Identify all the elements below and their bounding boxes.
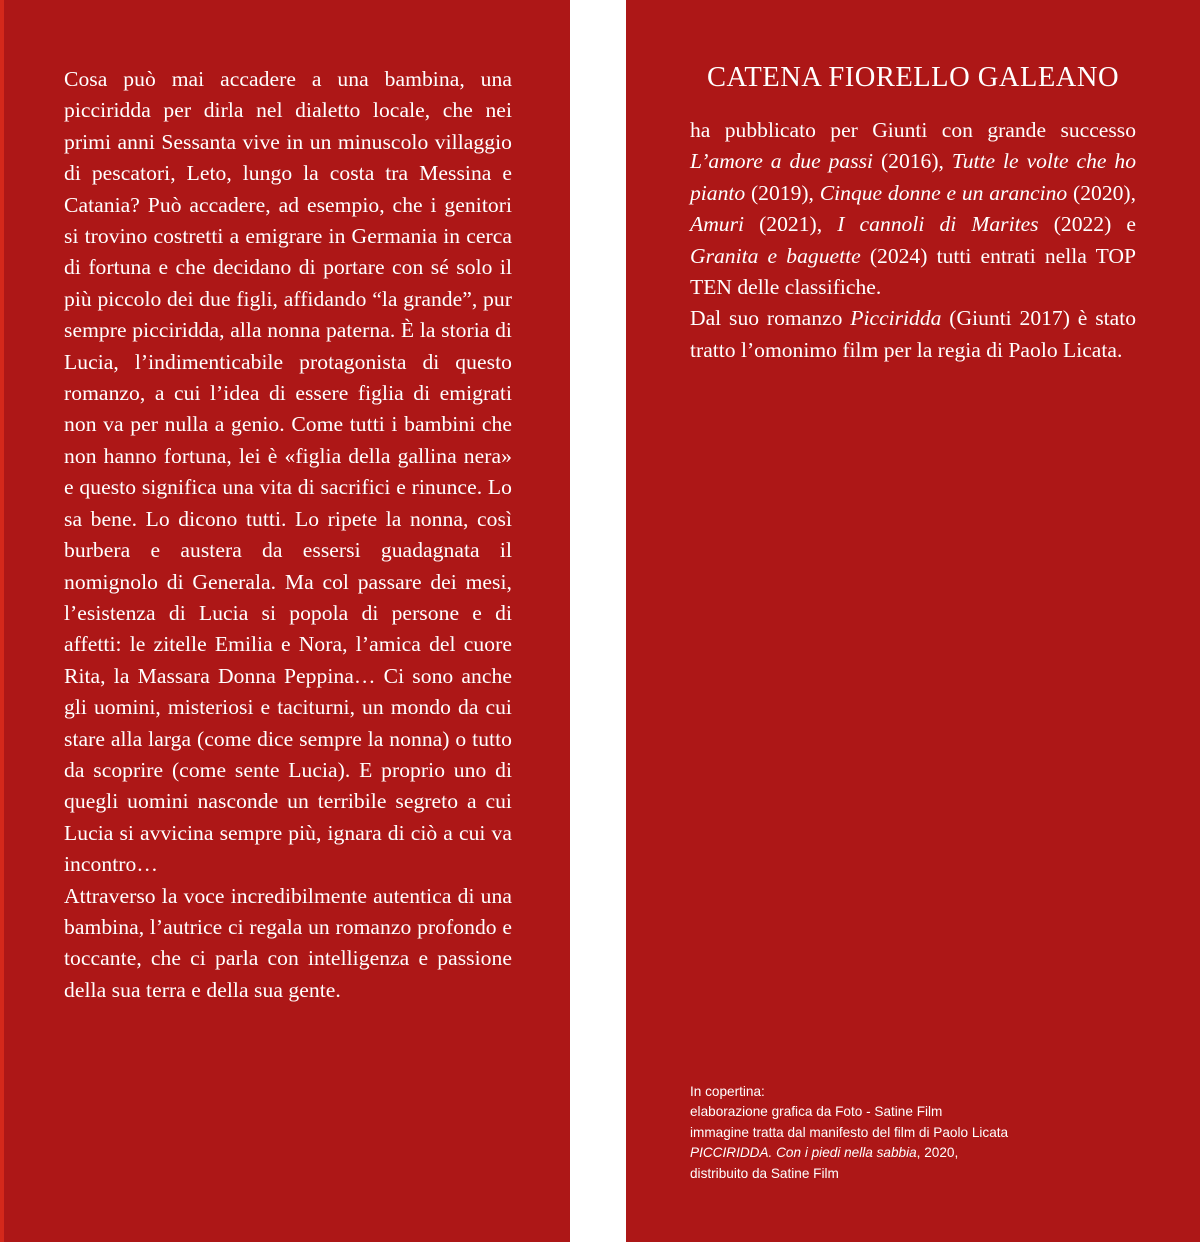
book-year: (2016),	[873, 149, 952, 174]
novel-title: Picciridda	[850, 306, 942, 331]
film-year: , 2020,	[916, 1145, 959, 1161]
book-title: I cannoli di Marites	[837, 212, 1039, 237]
bio-intro: ha pubblicato per Giunti con grande successo	[690, 118, 1136, 142]
credits-line: In copertina:	[690, 1084, 765, 1099]
bio-paragraph-1	[690, 115, 1136, 303]
author-name: CATENA FIORELLO GALEANO	[706, 62, 1120, 93]
credits-line: immagine tratta dal manifesto del film di Paolo Licata	[690, 1124, 1009, 1140]
book-title: Cinque donne e un arancino	[819, 180, 1068, 205]
book-year: (2021),	[743, 212, 838, 237]
author-bio	[690, 115, 1136, 366]
book-year: (2024) tutti entrati nella TOP TEN delle classifiche.	[690, 243, 1136, 300]
bio-film-intro: Dal suo romanzo	[690, 306, 851, 331]
book-title: Granita e baguette	[690, 243, 861, 268]
credits-line: elaborazione grafica da Foto - Satine Film	[690, 1104, 943, 1120]
book-title: Amuri	[690, 212, 744, 237]
bio-film-rest: (Giunti 2017) è stato tratto l’omonimo film per la regia di Paolo Licata.	[690, 306, 1137, 362]
book-title: L’amore a due passi	[690, 149, 874, 174]
book-year: (2022) e	[1038, 212, 1137, 237]
book-year: (2020),	[1067, 180, 1136, 205]
credits-line	[690, 1143, 1170, 1163]
film-title: PICCIRIDDA. Con i piedi nella sabbia	[690, 1145, 917, 1161]
synopsis-text	[64, 64, 512, 1006]
book-title: Tutte le volte che ho pianto	[690, 149, 1137, 205]
book-year: (2019),	[745, 180, 820, 205]
synopsis-paragraph-2: Attraverso la voce incredibilmente autentica di una bambina, l’autrice ci regala un romanzo profondo e toccante, che ci parla con intelligenza e passione della sua terra e della sua gente.	[64, 883, 512, 1002]
bio-paragraph-2	[690, 303, 1136, 366]
synopsis-paragraph-1: Cosa può mai accadere a una bambina, una picciridda per dirla nel dialetto locale, che nei primi anni Sessanta vive in un minuscolo villaggio di pescatori, Leto, lungo la costa tra Messina e Catania? Può accadere, ad esempio, che i genitori si trovino costretti a emigrare in Germania in cerca di fortuna e che decidano di portare con sé solo il più piccolo dei due figli, affidando “la grande”, pur sempre picciridda, alla nonna paterna. È la storia di Lucia, l’indimenticabile protagonista di questo romanzo, a cui l’idea di essere figlia di emigrati non va per nulla a genio. Come tutti i bambini che non hanno fortuna, lei è «figlia della gallina nera» e questo significa una vita di sacrifici e rinunce. Lo sa bene. Lo dicono tutti. Lo ripete la nonna, così burbera e austera da essersi guadagnata il nomignolo di Generala. Ma col passare dei mesi, l’esistenza di Lucia si popola di persone e di affetti: le zitelle Emilia e Nora, l’amica del cuore Rita, la Massara Donna Peppina… Ci sono anche gli uomini, misteriosi e taciturni, un mondo da cui stare alla larga (come dice sempre la nonna) o tutto da scoprire (come sente Lucia). E proprio uno di quegli uomini nasconde un terribile segreto a cui Lucia si avvicina sempre più, ignara di ciò a cui va incontro…	[64, 67, 512, 877]
back-flap-left	[0, 0, 570, 1242]
credits-line: distribuito da Satine Film	[690, 1165, 839, 1181]
author-flap-right	[626, 0, 1200, 1242]
cover-credits	[690, 1082, 1170, 1184]
flap-edge-strip	[0, 0, 4, 1242]
